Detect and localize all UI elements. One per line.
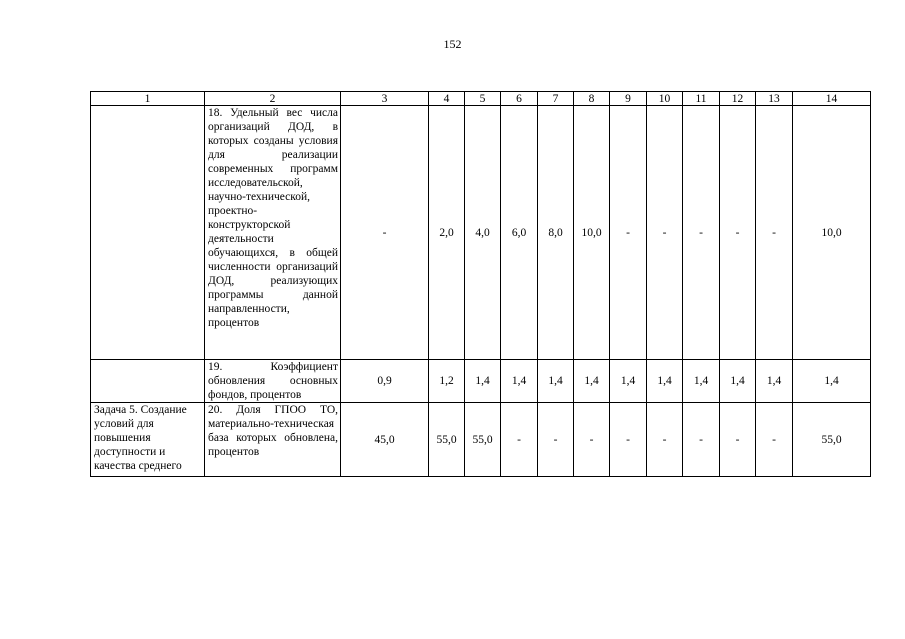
table-row (91, 360, 871, 403)
column-header: 1 (91, 92, 205, 106)
value-cell: - (683, 106, 720, 360)
value-cell: 1,4 (683, 360, 720, 403)
value-cell: 1,4 (501, 360, 538, 403)
table-row (91, 403, 871, 477)
column-number-row (91, 92, 871, 106)
value-cell: - (610, 106, 647, 360)
column-header: 12 (720, 92, 756, 106)
value-cell: 1,4 (574, 360, 610, 403)
value-cell: - (647, 403, 683, 477)
value-cell: 10,0 (574, 106, 610, 360)
indicator-cell: 19. Коэффициент обновления основных фондов, процентов (205, 360, 341, 403)
column-header: 13 (756, 92, 793, 106)
task-cell (91, 360, 205, 403)
column-header: 8 (574, 92, 610, 106)
value-cell: 1,2 (429, 360, 465, 403)
value-cell: 55,0 (793, 403, 871, 477)
column-header: 4 (429, 92, 465, 106)
value-cell: 1,4 (465, 360, 501, 403)
column-header: 3 (341, 92, 429, 106)
column-header: 9 (610, 92, 647, 106)
value-cell: - (683, 403, 720, 477)
value-cell: - (720, 403, 756, 477)
value-cell: 45,0 (341, 403, 429, 477)
value-cell: 55,0 (465, 403, 501, 477)
value-cell: 1,4 (610, 360, 647, 403)
value-cell: - (756, 403, 793, 477)
value-cell: 1,4 (538, 360, 574, 403)
value-cell: - (720, 106, 756, 360)
column-header: 11 (683, 92, 720, 106)
value-cell: - (341, 106, 429, 360)
value-cell: 6,0 (501, 106, 538, 360)
value-cell: - (647, 106, 683, 360)
value-cell: - (501, 403, 538, 477)
value-cell: 1,4 (756, 360, 793, 403)
value-cell: - (756, 106, 793, 360)
column-header: 5 (465, 92, 501, 106)
column-header: 6 (501, 92, 538, 106)
column-header: 7 (538, 92, 574, 106)
table-row (91, 106, 871, 360)
value-cell: 55,0 (429, 403, 465, 477)
value-cell: - (538, 403, 574, 477)
value-cell: 2,0 (429, 106, 465, 360)
column-header: 10 (647, 92, 683, 106)
value-cell: 0,9 (341, 360, 429, 403)
indicator-cell: 20. Доля ГПОО ТО, материально-техническая база которых обновлена, процентов (205, 403, 341, 477)
column-header: 14 (793, 92, 871, 106)
indicators-table (90, 91, 871, 477)
value-cell: 8,0 (538, 106, 574, 360)
value-cell: 4,0 (465, 106, 501, 360)
page-number: 152 (443, 37, 462, 51)
value-cell: 10,0 (793, 106, 871, 360)
value-cell: 1,4 (793, 360, 871, 403)
column-header: 2 (205, 92, 341, 106)
value-cell: 1,4 (647, 360, 683, 403)
value-cell: - (574, 403, 610, 477)
value-cell: - (610, 403, 647, 477)
task-cell (91, 106, 205, 360)
value-cell: 1,4 (720, 360, 756, 403)
task-cell: Задача 5. Создание условий для повышения доступности и качества среднего (91, 403, 205, 477)
indicator-cell: 18. Удельный вес числа организаций ДОД, в которых созданы условия для реализации современных программ исследовательской, научно-технической, проектно-конструкторской деятельности обучающихся, в общей численности организаций ДОД, реализующих программы данной направленности, процентов (205, 106, 341, 360)
